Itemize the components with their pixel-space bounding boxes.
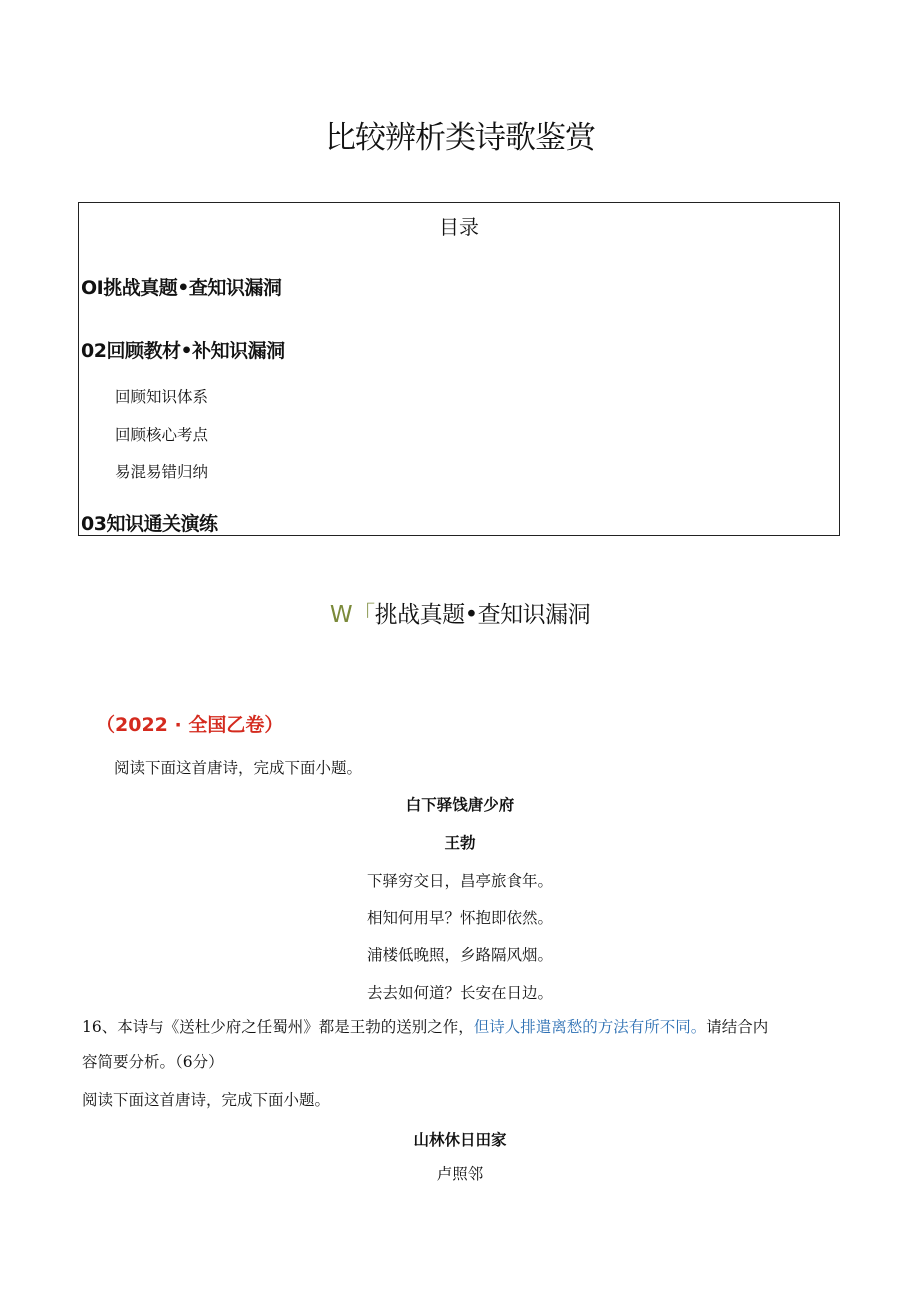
poem1-title: 白下驿饯唐少府 [405,796,515,814]
poem1-line-3: 浦楼低晚照，乡路隔风烟。 [366,946,553,964]
toc-section-2[interactable]: 02回顾教材•补知识漏洞 [81,340,285,362]
question-highlight: 但诗人排遣离愁的方法有所不同。 [473,1018,707,1036]
question-16 [82,1015,768,1037]
instruction-1: 阅读下面这首唐诗，完成下面小题。 [114,759,363,777]
poem1-line-4: 去去如何道？长安在日边。 [366,984,553,1002]
exam-source: （2022 · 全国乙卷） [96,714,284,736]
poem1-author: 王勃 [444,834,476,852]
document-title: 比较辨析类诗歌鉴赏 [325,120,595,156]
toc-heading: 目录 [439,215,479,239]
question-16-line-2: 容简要分析。（6分） [82,1053,224,1071]
question-text-1: 16、本诗与《送杜少府之任蜀州》都是王勃的送别之作， [82,1018,474,1036]
poem1-line-2: 相知何用早？怀抱即依然。 [366,909,553,927]
question-text-2: 请结合内 [706,1018,769,1036]
toc-section-1[interactable]: OI挑战真题•查知识漏洞 [81,277,282,299]
section-title: 挑战真题•查知识漏洞 [374,602,591,628]
section-heading [0,596,920,629]
toc-section-3[interactable]: 03知识通关演练 [81,513,218,535]
toc-item-knowledge-system[interactable]: 回顾知识体系 [115,388,209,406]
toc-item-core-points[interactable]: 回顾核心考点 [115,426,209,444]
table-of-contents [78,202,840,536]
poem1-line-1: 下驿穷交日，昌亭旅食年。 [366,872,553,890]
poem2-author: 卢照邻 [436,1165,484,1183]
toc-item-error-summary[interactable]: 易混易错归纳 [115,463,209,481]
section-prefix: W「 [329,602,375,628]
poem2-title: 山林休日田家 [413,1131,507,1149]
instruction-2: 阅读下面这首唐诗，完成下面小题。 [82,1091,331,1109]
